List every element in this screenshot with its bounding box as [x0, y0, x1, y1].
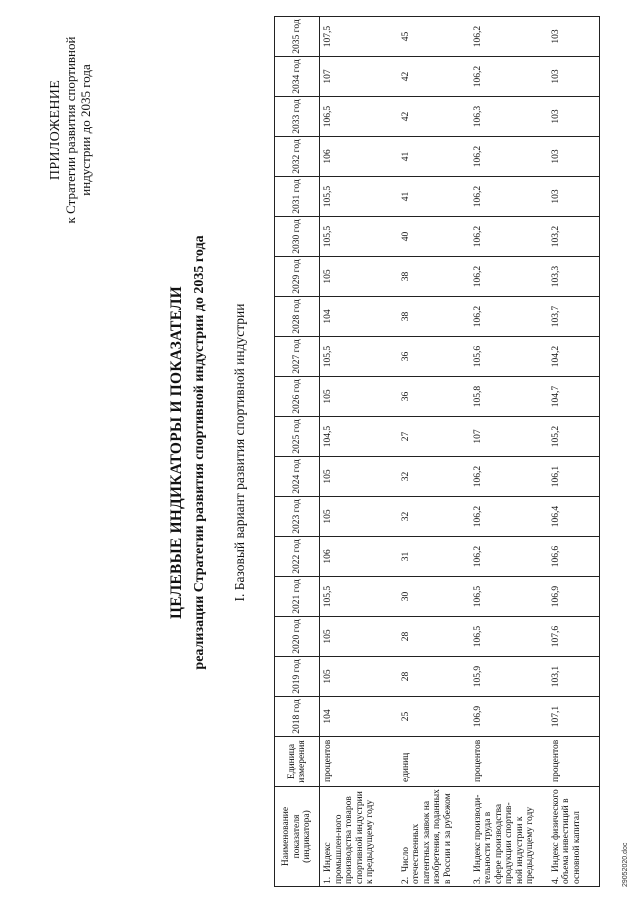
- value-cell: 105,2: [548, 417, 600, 457]
- value-cell: 106: [320, 137, 398, 177]
- value-cell: 103: [548, 57, 600, 97]
- value-cell: 41: [398, 137, 470, 177]
- value-cell: 104: [320, 297, 398, 337]
- indicator-name: Индекс производи-тельности труда в сфере производства продукции спортив-ной индустрии к предыдущему году: [472, 794, 535, 884]
- value-cell: 106,2: [470, 257, 548, 297]
- footer-filename: 29052020.doc: [622, 842, 629, 887]
- value-cell: 105: [320, 257, 398, 297]
- header-year: 2025 год: [275, 417, 320, 457]
- indicator-name-cell: [548, 787, 600, 887]
- value-cell: 30: [398, 577, 470, 617]
- indicator-name-cell: [470, 787, 548, 887]
- table-row: [470, 17, 548, 887]
- header-year: 2033 год: [275, 97, 320, 137]
- value-cell: 106,5: [320, 97, 398, 137]
- header-year: 2034 год: [275, 57, 320, 97]
- value-cell: 107,1: [548, 697, 600, 737]
- value-cell: 106,2: [470, 497, 548, 537]
- value-cell: 105,8: [470, 377, 548, 417]
- value-cell: 103: [548, 97, 600, 137]
- unit-cell: процентов: [320, 737, 398, 787]
- table-row: [548, 17, 600, 887]
- value-cell: 107: [470, 417, 548, 457]
- value-cell: 107: [320, 57, 398, 97]
- value-cell: 42: [398, 57, 470, 97]
- value-cell: 32: [398, 457, 470, 497]
- appendix-title: ПРИЛОЖЕНИЕ: [48, 79, 63, 181]
- header-name: Наименование показателя (индикатора): [275, 787, 320, 887]
- value-cell: 105,9: [470, 657, 548, 697]
- value-cell: 103,3: [548, 257, 600, 297]
- unit-cell: единиц: [398, 737, 470, 787]
- header-year: 2020 год: [275, 617, 320, 657]
- value-cell: 105,6: [470, 337, 548, 377]
- value-cell: 106,5: [470, 577, 548, 617]
- value-cell: 45: [398, 17, 470, 57]
- value-cell: 105,5: [320, 577, 398, 617]
- value-cell: 107,5: [320, 17, 398, 57]
- header-year: 2031 год: [275, 177, 320, 217]
- header-year: 2021 год: [275, 577, 320, 617]
- value-cell: 104: [320, 697, 398, 737]
- header-year: 2030 год: [275, 217, 320, 257]
- table-row: [320, 17, 398, 887]
- value-cell: 105,5: [320, 177, 398, 217]
- value-cell: 106,5: [470, 617, 548, 657]
- value-cell: 40: [398, 217, 470, 257]
- value-cell: 106,4: [548, 497, 600, 537]
- indicators-table: [274, 16, 600, 887]
- appendix-line-2: индустрии до 2035 года: [78, 64, 93, 196]
- appendix-note: [48, 15, 93, 245]
- header-year: 2019 год: [275, 657, 320, 697]
- header-year: 2035 год: [275, 17, 320, 57]
- header-year: 2026 год: [275, 377, 320, 417]
- value-cell: 106,9: [470, 697, 548, 737]
- indicator-name: Индекс промышлен-ного производства товаров спортивной индустрии к предыдущему году: [323, 791, 375, 884]
- value-cell: 106,2: [470, 177, 548, 217]
- value-cell: 106,2: [470, 17, 548, 57]
- value-cell: 106,9: [548, 577, 600, 617]
- value-cell: 27: [398, 417, 470, 457]
- indicator-name: Индекс физического объема инвестиций в основной капитал: [550, 789, 582, 884]
- value-cell: 104,7: [548, 377, 600, 417]
- header-year: 2018 год: [275, 697, 320, 737]
- value-cell: 106,2: [470, 137, 548, 177]
- value-cell: 106,2: [470, 457, 548, 497]
- value-cell: 41: [398, 177, 470, 217]
- header-year: 2027 год: [275, 337, 320, 377]
- value-cell: 31: [398, 537, 470, 577]
- value-cell: 32: [398, 497, 470, 537]
- value-cell: 104,5: [320, 417, 398, 457]
- header-year: 2029 год: [275, 257, 320, 297]
- header-year: 2024 год: [275, 457, 320, 497]
- value-cell: 105: [320, 617, 398, 657]
- header-year: 2022 год: [275, 537, 320, 577]
- value-cell: 25: [398, 697, 470, 737]
- row-number: 3.: [472, 876, 483, 884]
- document-title: ЦЕЛЕВЫЕ ИНДИКАТОРЫ И ПОКАЗАТЕЛИ: [168, 286, 185, 619]
- value-cell: 106,2: [470, 537, 548, 577]
- header-year: 2023 год: [275, 497, 320, 537]
- value-cell: 105: [320, 497, 398, 537]
- unit-cell: процентов: [548, 737, 600, 787]
- table-body: [320, 17, 600, 887]
- section-heading: I. Базовый вариант развития спортивной индустрии: [232, 303, 247, 602]
- value-cell: 105: [320, 377, 398, 417]
- value-cell: 36: [398, 377, 470, 417]
- value-cell: 106,1: [548, 457, 600, 497]
- value-cell: 28: [398, 617, 470, 657]
- value-cell: 103,1: [548, 657, 600, 697]
- value-cell: 106,2: [470, 217, 548, 257]
- value-cell: 103: [548, 137, 600, 177]
- value-cell: 105: [320, 457, 398, 497]
- indicator-name-cell: [320, 787, 398, 887]
- value-cell: 107,6: [548, 617, 600, 657]
- unit-cell: процентов: [470, 737, 548, 787]
- row-number: 4.: [550, 876, 561, 884]
- value-cell: 28: [398, 657, 470, 697]
- value-cell: 106: [320, 537, 398, 577]
- value-cell: 36: [398, 337, 470, 377]
- header-year: 2028 год: [275, 297, 320, 337]
- value-cell: 104,2: [548, 337, 600, 377]
- table-row: [398, 17, 470, 887]
- value-cell: 103: [548, 177, 600, 217]
- appendix-line-1: к Стратегии развития спортивной: [63, 36, 78, 224]
- value-cell: 106,2: [470, 297, 548, 337]
- value-cell: 103: [548, 17, 600, 57]
- value-cell: 38: [398, 257, 470, 297]
- value-cell: 106,3: [470, 97, 548, 137]
- row-number: 1.: [323, 876, 333, 884]
- document-subtitle: реализации Стратегии развития спортивной индустрии до 2035 года: [192, 235, 207, 670]
- header-year: 2032 год: [275, 137, 320, 177]
- value-cell: 106,2: [470, 57, 548, 97]
- header-unit: Единица измерения: [275, 737, 320, 787]
- value-cell: 38: [398, 297, 470, 337]
- value-cell: 103,2: [548, 217, 600, 257]
- indicator-name-cell: [398, 787, 470, 887]
- value-cell: 106,6: [548, 537, 600, 577]
- row-number: 2.: [400, 876, 411, 884]
- indicator-name: Число отечественных патентных заявок на изобретения, поданных в России и за рубежом: [400, 789, 453, 884]
- value-cell: 105,5: [320, 337, 398, 377]
- value-cell: 105,5: [320, 217, 398, 257]
- value-cell: 42: [398, 97, 470, 137]
- value-cell: 105: [320, 657, 398, 697]
- table-header-row: [275, 17, 320, 887]
- value-cell: 103,7: [548, 297, 600, 337]
